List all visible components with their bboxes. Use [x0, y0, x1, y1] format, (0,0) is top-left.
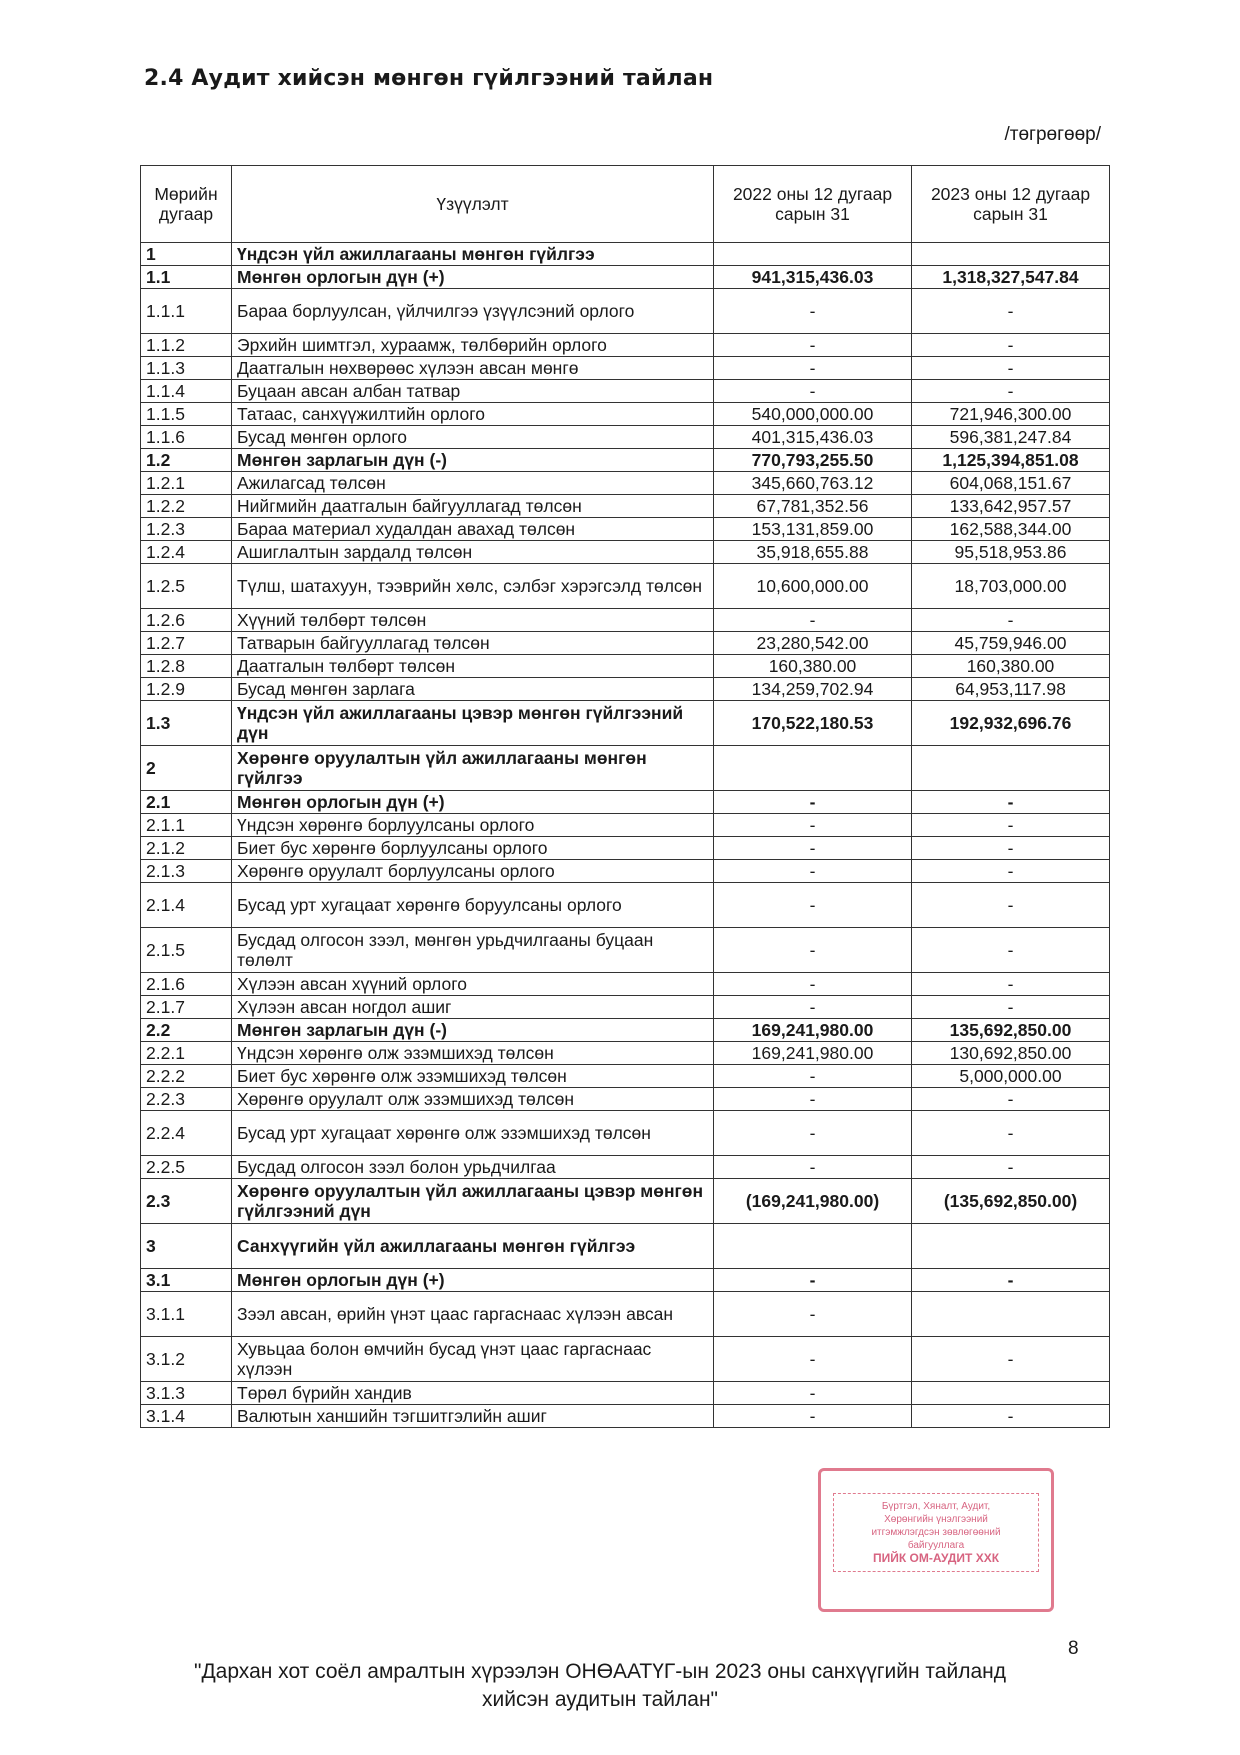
row-value-2022: 153,131,859.00: [714, 518, 912, 541]
row-value-2022: -: [714, 1065, 912, 1088]
row-value-2022: [714, 1224, 912, 1269]
row-value-2023: -: [912, 928, 1110, 973]
row-index: 3: [141, 1224, 232, 1269]
row-value-2023: 18,703,000.00: [912, 564, 1110, 609]
row-value-2023: -: [912, 289, 1110, 334]
row-index: 2.2.3: [141, 1088, 232, 1111]
row-description: Хөрөнгө оруулалт олж эзэмшихэд төлсөн: [232, 1088, 714, 1111]
row-value-2023: -: [912, 883, 1110, 928]
table-header-row: [141, 166, 1110, 243]
row-value-2023: -: [912, 1269, 1110, 1292]
row-description: Буцаан авсан албан татвар: [232, 380, 714, 403]
table-row: [141, 746, 1110, 791]
table-row: [141, 928, 1110, 973]
table-row: [141, 1292, 1110, 1337]
seal-text-line: итгэмжлэгдсэн зөвлөгөөний: [871, 1527, 1001, 1538]
row-value-2022: 134,259,702.94: [714, 678, 912, 701]
row-value-2023: -: [912, 791, 1110, 814]
seal-text-line: байгууллага: [907, 1540, 965, 1551]
row-index: 2.1.6: [141, 973, 232, 996]
row-index: 2.2.4: [141, 1111, 232, 1156]
row-value-2023: [912, 243, 1110, 266]
row-index: 1.2.9: [141, 678, 232, 701]
row-index: 1.2.7: [141, 632, 232, 655]
row-value-2023: -: [912, 860, 1110, 883]
row-index: 2.1.4: [141, 883, 232, 928]
row-description: Ажилагсад төлсөн: [232, 472, 714, 495]
row-value-2022: 941,315,436.03: [714, 266, 912, 289]
row-index: 1.1.2: [141, 334, 232, 357]
table-row: [141, 791, 1110, 814]
row-value-2022: -: [714, 1382, 912, 1405]
row-description: Даатгалын төлбөрт төлсөн: [232, 655, 714, 678]
table-row: [141, 632, 1110, 655]
row-index: 3.1.1: [141, 1292, 232, 1337]
row-description: Мөнгөн орлогын дүн (+): [232, 266, 714, 289]
row-index: 3.1.4: [141, 1405, 232, 1428]
row-index: 1.2.8: [141, 655, 232, 678]
row-value-2022: -: [714, 1405, 912, 1428]
row-value-2022: -: [714, 837, 912, 860]
row-index: 1.1.4: [141, 380, 232, 403]
row-index: 2.1.7: [141, 996, 232, 1019]
row-value-2023: -: [912, 837, 1110, 860]
row-index: 2.2.5: [141, 1156, 232, 1179]
row-index: 2.2.1: [141, 1042, 232, 1065]
row-description: Мөнгөн зарлагын дүн (-): [232, 1019, 714, 1042]
row-value-2023: 1,125,394,851.08: [912, 449, 1110, 472]
row-description: Мөнгөн орлогын дүн (+): [232, 791, 714, 814]
row-description: Ашиглалтын зардалд төлсөн: [232, 541, 714, 564]
row-index: 1: [141, 243, 232, 266]
row-value-2023: [912, 746, 1110, 791]
row-description: Хүлээн авсан хүүний орлого: [232, 973, 714, 996]
table-row: [141, 701, 1110, 746]
row-value-2022: -: [714, 860, 912, 883]
row-value-2022: 770,793,255.50: [714, 449, 912, 472]
row-value-2022: 345,660,763.12: [714, 472, 912, 495]
table-row: [141, 518, 1110, 541]
row-description: Төрөл бүрийн хандив: [232, 1382, 714, 1405]
row-index: 1.1.1: [141, 289, 232, 334]
row-description: Бусад урт хугацаат хөрөнгө олж эзэмшихэд төлсөн: [232, 1111, 714, 1156]
row-index: 2.3: [141, 1179, 232, 1224]
row-value-2022: 401,315,436.03: [714, 426, 912, 449]
row-value-2022: -: [714, 814, 912, 837]
row-value-2023: -: [912, 1337, 1110, 1382]
row-value-2023: [912, 1382, 1110, 1405]
table-row: [141, 449, 1110, 472]
footer-line: хийсэн аудитын тайлан": [482, 1688, 718, 1711]
column-header-description: Үзүүлэлт: [232, 166, 714, 243]
row-index: 2.2.2: [141, 1065, 232, 1088]
row-index: 1.1: [141, 266, 232, 289]
table-row: [141, 837, 1110, 860]
row-value-2023: -: [912, 973, 1110, 996]
unit-note: /төгрөгөөр/: [1004, 124, 1101, 145]
table-row: [141, 289, 1110, 334]
row-value-2023: [912, 1292, 1110, 1337]
seal-text-line: Бүртгэл, Хяналт, Аудит,: [881, 1501, 991, 1512]
row-index: 1.2.1: [141, 472, 232, 495]
table-row: [141, 426, 1110, 449]
table-row: [141, 996, 1110, 1019]
footer: [120, 1658, 1080, 1714]
table-row: [141, 1224, 1110, 1269]
row-value-2022: -: [714, 1269, 912, 1292]
page-number: 8: [1068, 1638, 1079, 1659]
row-description: Бусдад олгосон зээл болон урьдчилгаа: [232, 1156, 714, 1179]
row-value-2022: -: [714, 1156, 912, 1179]
table-row: [141, 357, 1110, 380]
row-index: 2: [141, 746, 232, 791]
row-value-2022: -: [714, 380, 912, 403]
row-description: Валютын ханшийн тэгшитгэлийн ашиг: [232, 1405, 714, 1428]
row-value-2023: -: [912, 996, 1110, 1019]
row-description: Мөнгөн зарлагын дүн (-): [232, 449, 714, 472]
row-index: 2.2: [141, 1019, 232, 1042]
table-row: [141, 609, 1110, 632]
row-value-2023: 192,932,696.76: [912, 701, 1110, 746]
row-description: Түлш, шатахуун, тээврийн хөлс, сэлбэг хэрэгсэлд төлсөн: [232, 564, 714, 609]
table-row: [141, 403, 1110, 426]
cash-flow-table: [140, 165, 1110, 1428]
row-value-2022: -: [714, 1111, 912, 1156]
column-header-index: Мөрийн дугаар: [141, 166, 232, 243]
row-index: 1.2.6: [141, 609, 232, 632]
row-value-2022: 160,380.00: [714, 655, 912, 678]
table-row: [141, 380, 1110, 403]
row-index: 1.1.3: [141, 357, 232, 380]
row-description: Бусад мөнгөн зарлага: [232, 678, 714, 701]
row-description: Татаас, санхүүжилтийн орлого: [232, 403, 714, 426]
seal-text-line: Хөрөнгийн үнэлгээний: [884, 1514, 988, 1525]
row-value-2022: [714, 243, 912, 266]
row-value-2023: -: [912, 357, 1110, 380]
row-description: Бараа материал худалдан авахад төлсөн: [232, 518, 714, 541]
row-value-2022: -: [714, 1292, 912, 1337]
table-row: [141, 1269, 1110, 1292]
row-value-2022: 540,000,000.00: [714, 403, 912, 426]
row-value-2022: -: [714, 883, 912, 928]
column-header-2022: 2022 оны 12 дугаар сарын 31: [714, 166, 912, 243]
row-description: Бусад урт хугацаат хөрөнгө боруулсаны орлого: [232, 883, 714, 928]
row-value-2022: -: [714, 973, 912, 996]
table-row: [141, 814, 1110, 837]
row-index: 1.2.4: [141, 541, 232, 564]
footer-line: "Дархан хот соёл амралтын хүрээлэн ОНӨААТҮГ-ын 2023 оны санхүүгийн тайланд: [194, 1660, 1006, 1683]
row-index: 2.1: [141, 791, 232, 814]
row-index: 1.2.3: [141, 518, 232, 541]
table-row: [141, 1042, 1110, 1065]
row-index: 3.1.2: [141, 1337, 232, 1382]
row-value-2023: 604,068,151.67: [912, 472, 1110, 495]
table-row: [141, 1382, 1110, 1405]
column-header-2023: 2023 оны 12 дугаар сарын 31: [912, 166, 1110, 243]
row-value-2023: 1,318,327,547.84: [912, 266, 1110, 289]
row-value-2022: -: [714, 1337, 912, 1382]
row-index: 1.2.5: [141, 564, 232, 609]
row-description: Биет бус хөрөнгө борлуулсаны орлого: [232, 837, 714, 860]
row-value-2023: 162,588,344.00: [912, 518, 1110, 541]
row-description: Бусад мөнгөн орлого: [232, 426, 714, 449]
row-description: Эрхийн шимтгэл, хураамж, төлбөрийн орлого: [232, 334, 714, 357]
table-row: [141, 655, 1110, 678]
row-value-2023: 133,642,957.57: [912, 495, 1110, 518]
row-value-2023: (135,692,850.00): [912, 1179, 1110, 1224]
row-value-2023: 721,946,300.00: [912, 403, 1110, 426]
row-value-2022: 10,600,000.00: [714, 564, 912, 609]
row-description: Хүлээн авсан ногдол ашиг: [232, 996, 714, 1019]
row-value-2023: 45,759,946.00: [912, 632, 1110, 655]
row-description: Үндсэн үйл ажиллагааны мөнгөн гүйлгээ: [232, 243, 714, 266]
row-value-2022: 35,918,655.88: [714, 541, 912, 564]
row-value-2022: 67,781,352.56: [714, 495, 912, 518]
row-value-2022: -: [714, 289, 912, 334]
table-row: [141, 973, 1110, 996]
row-description: Зээл авсан, өрийн үнэт цаас гаргаснаас хүлээн авсан: [232, 1292, 714, 1337]
row-description: Даатгалын нөхвөрөөс хүлээн авсан мөнгө: [232, 357, 714, 380]
row-description: Мөнгөн орлогын дүн (+): [232, 1269, 714, 1292]
table-row: [141, 1111, 1110, 1156]
row-value-2022: -: [714, 928, 912, 973]
table-row: [141, 1065, 1110, 1088]
table-row: [141, 472, 1110, 495]
table-row: [141, 266, 1110, 289]
table-row: [141, 564, 1110, 609]
row-index: 2.1.3: [141, 860, 232, 883]
row-value-2022: -: [714, 609, 912, 632]
table-row: [141, 334, 1110, 357]
row-value-2022: -: [714, 1088, 912, 1111]
table-row: [141, 1337, 1110, 1382]
row-value-2023: -: [912, 380, 1110, 403]
row-description: Хөрөнгө оруулалтын үйл ажиллагааны мөнгөн гүйлгээ: [232, 746, 714, 791]
table-row: [141, 1405, 1110, 1428]
row-value-2022: -: [714, 357, 912, 380]
row-description: Хөрөнгө оруулалт борлуулсаны орлого: [232, 860, 714, 883]
row-value-2023: 95,518,953.86: [912, 541, 1110, 564]
table-row: [141, 678, 1110, 701]
row-description: Үндсэн хөрөнгө олж эзэмшихэд төлсөн: [232, 1042, 714, 1065]
row-index: 2.1.1: [141, 814, 232, 837]
row-value-2023: -: [912, 1111, 1110, 1156]
row-value-2023: [912, 1224, 1110, 1269]
row-description: Санхүүгийн үйл ажиллагааны мөнгөн гүйлгээ: [232, 1224, 714, 1269]
table-row: [141, 883, 1110, 928]
row-value-2023: 64,953,117.98: [912, 678, 1110, 701]
row-description: Үндсэн хөрөнгө борлуулсаны орлого: [232, 814, 714, 837]
table-row: [141, 1156, 1110, 1179]
row-value-2023: -: [912, 1405, 1110, 1428]
row-index: 2.1.2: [141, 837, 232, 860]
table-row: [141, 1088, 1110, 1111]
row-value-2022: 170,522,180.53: [714, 701, 912, 746]
table-body: [141, 243, 1110, 1428]
row-value-2022: -: [714, 791, 912, 814]
row-description: Хөрөнгө оруулалтын үйл ажиллагааны цэвэр мөнгөн гүйлгээний дүн: [232, 1179, 714, 1224]
row-value-2023: 5,000,000.00: [912, 1065, 1110, 1088]
seal-text-line: ПИЙК ОМ-АУДИТ ХХК: [872, 1551, 1000, 1565]
row-value-2022: [714, 746, 912, 791]
row-description: Хувьцаа болон өмчийн бусад үнэт цаас гаргаснаас хүлээн: [232, 1337, 714, 1382]
row-description: Татварын байгууллагад төлсөн: [232, 632, 714, 655]
row-description: Үндсэн үйл ажиллагааны цэвэр мөнгөн гүйлгээний дүн: [232, 701, 714, 746]
row-index: 1.1.5: [141, 403, 232, 426]
company-seal: [818, 1468, 1054, 1612]
table-row: [141, 495, 1110, 518]
row-value-2023: 135,692,850.00: [912, 1019, 1110, 1042]
row-value-2023: 160,380.00: [912, 655, 1110, 678]
table-row: [141, 541, 1110, 564]
row-index: 1.2: [141, 449, 232, 472]
row-value-2023: 130,692,850.00: [912, 1042, 1110, 1065]
row-index: 3.1.3: [141, 1382, 232, 1405]
row-value-2022: -: [714, 996, 912, 1019]
row-value-2022: 169,241,980.00: [714, 1019, 912, 1042]
table-row: [141, 1019, 1110, 1042]
row-value-2023: -: [912, 609, 1110, 632]
seal-inner: [833, 1493, 1039, 1572]
row-value-2022: 169,241,980.00: [714, 1042, 912, 1065]
row-description: Хүүний төлбөрт төлсөн: [232, 609, 714, 632]
table-row: [141, 1179, 1110, 1224]
row-description: Нийгмийн даатгалын байгууллагад төлсөн: [232, 495, 714, 518]
row-index: 3.1: [141, 1269, 232, 1292]
row-value-2022: -: [714, 334, 912, 357]
row-value-2023: 596,381,247.84: [912, 426, 1110, 449]
row-index: 1.1.6: [141, 426, 232, 449]
row-value-2023: -: [912, 814, 1110, 837]
row-index: 1.2.2: [141, 495, 232, 518]
row-description: Бусдад олгосон зээл, мөнгөн урьдчилгааны буцаан төлөлт: [232, 928, 714, 973]
row-value-2023: -: [912, 1088, 1110, 1111]
row-description: Бараа борлуулсан, үйлчилгээ үзүүлсэний орлого: [232, 289, 714, 334]
table-row: [141, 243, 1110, 266]
row-value-2022: 23,280,542.00: [714, 632, 912, 655]
page-title: 2.4 Аудит хийсэн мөнгөн гүйлгээний тайлан: [144, 66, 714, 91]
row-index: 1.3: [141, 701, 232, 746]
table-row: [141, 860, 1110, 883]
row-index: 2.1.5: [141, 928, 232, 973]
row-value-2023: -: [912, 334, 1110, 357]
row-value-2023: -: [912, 1156, 1110, 1179]
row-value-2022: (169,241,980.00): [714, 1179, 912, 1224]
row-description: Биет бус хөрөнгө олж эзэмшихэд төлсөн: [232, 1065, 714, 1088]
